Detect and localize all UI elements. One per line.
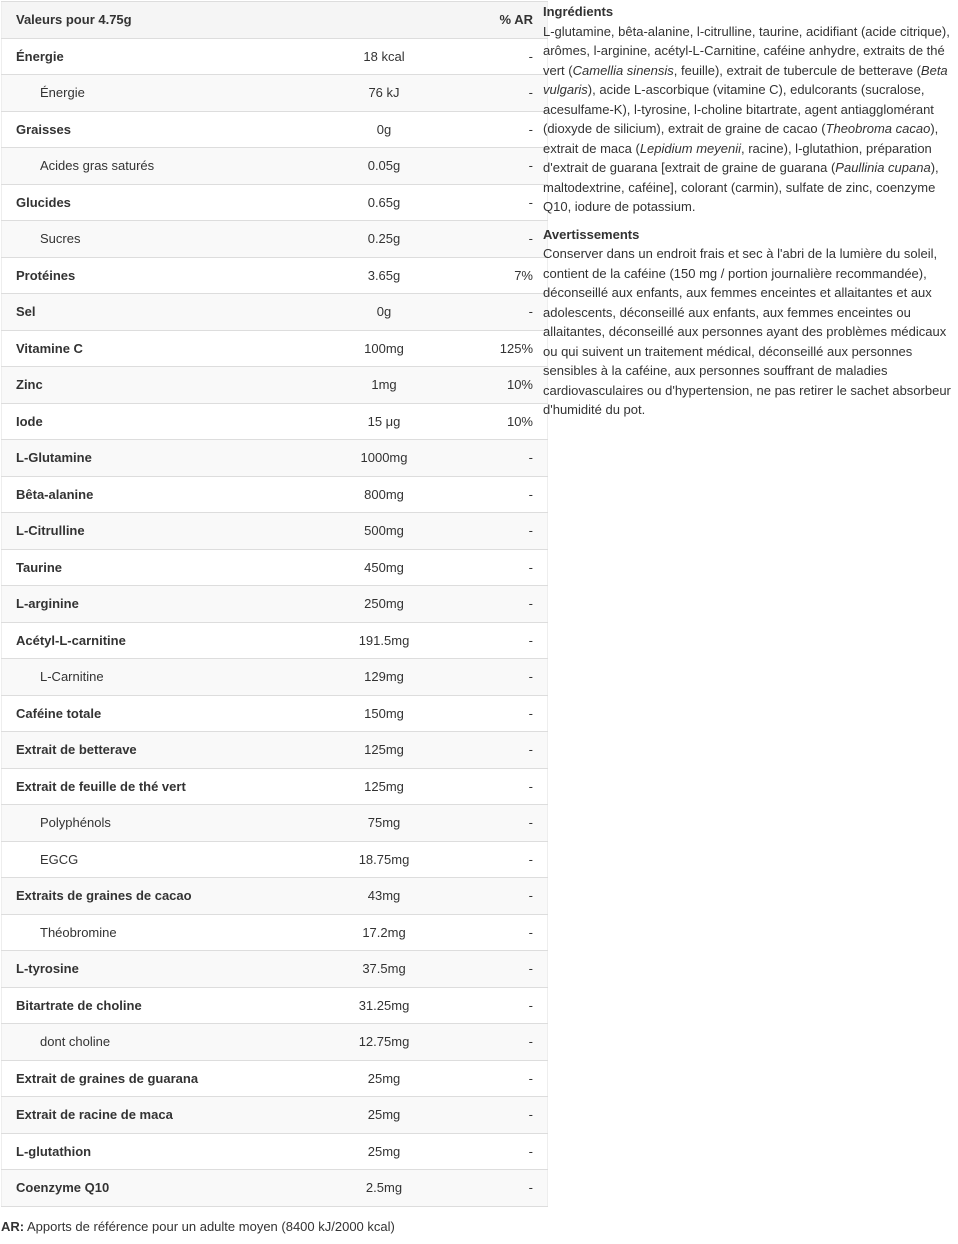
- nutrient-amount: 450mg: [316, 549, 452, 586]
- latin-name: Theobroma cacao: [825, 121, 931, 136]
- nutrient-amount: 25mg: [316, 1133, 452, 1170]
- table-row: [2, 951, 548, 988]
- table-row: [2, 549, 548, 586]
- warnings-title: Avertissements: [543, 226, 640, 242]
- nutrient-name: Extrait de racine de maca: [2, 1097, 317, 1134]
- table-row: [2, 148, 548, 185]
- nutrient-name: dont choline: [2, 1024, 317, 1061]
- ingredients-segment: ), extrait de maca (: [543, 121, 939, 156]
- nutrient-name: Iode: [2, 403, 317, 440]
- nutrient-name: L-tyrosine: [2, 951, 317, 988]
- table-row: [2, 75, 548, 112]
- nutrient-name: Énergie: [2, 75, 317, 112]
- table-row: [2, 221, 548, 258]
- nutrient-name: Zinc: [2, 367, 317, 404]
- table-row: [2, 111, 548, 148]
- nutrient-amount: 37.5mg: [316, 951, 452, 988]
- nutrient-ar: -: [452, 75, 548, 112]
- ingredients-title: Ingrédients: [543, 4, 614, 19]
- table-row: [2, 805, 548, 842]
- nutrient-amount: 150mg: [316, 695, 452, 732]
- nutrient-ar: -: [452, 476, 548, 513]
- nutrient-amount: 0.25g: [316, 221, 452, 258]
- nutrient-ar: 7%: [452, 257, 548, 294]
- table-row: [2, 184, 548, 221]
- nutrient-amount: 1mg: [316, 367, 452, 404]
- nutrient-name: Taurine: [2, 549, 317, 586]
- nutrient-ar: -: [452, 184, 548, 221]
- ingredients-segment: ), maltodextrine, caféine], colorant (carmin), sulfate de zinc, coenzyme Q10, iodure de potassium.: [543, 160, 939, 214]
- table-row: [2, 513, 548, 550]
- nutrient-amount: 12.75mg: [316, 1024, 452, 1061]
- table-row: [2, 586, 548, 623]
- header-amount: [316, 2, 452, 39]
- header-serving: Valeurs pour 4.75g: [2, 2, 317, 39]
- nutrient-name: Bêta-alanine: [2, 476, 317, 513]
- nutrient-name: Coenzyme Q10: [2, 1170, 317, 1207]
- nutrient-name: L-Citrulline: [2, 513, 317, 550]
- nutrient-ar: -: [452, 951, 548, 988]
- ingredients-segment: , feuille), extrait de tubercule de betterave (: [673, 62, 921, 78]
- nutrient-amount: 500mg: [316, 513, 452, 550]
- nutrient-amount: 15 μg: [316, 403, 452, 440]
- nutrient-amount: 0g: [316, 294, 452, 331]
- nutrient-ar: -: [452, 805, 548, 842]
- nutrient-ar: -: [452, 440, 548, 477]
- ingredients-text: [543, 22, 953, 217]
- nutrient-name: Sel: [2, 294, 317, 331]
- product-info: [543, 2, 953, 428]
- table-row: [2, 987, 548, 1024]
- nutrient-ar: -: [452, 878, 548, 915]
- table-header-row: [2, 2, 548, 39]
- nutrient-ar: -: [452, 1133, 548, 1170]
- table-row: [2, 695, 548, 732]
- table-row: [2, 1170, 548, 1207]
- nutrient-amount: 25mg: [316, 1097, 452, 1134]
- nutrient-name: Théobromine: [2, 914, 317, 951]
- nutrient-name: Acides gras saturés: [2, 148, 317, 185]
- table-row: [2, 659, 548, 696]
- table-row: [2, 403, 548, 440]
- nutrient-ar: -: [452, 1097, 548, 1134]
- nutrient-name: Bitartrate de choline: [2, 987, 317, 1024]
- nutrient-name: Vitamine C: [2, 330, 317, 367]
- nutrient-ar: 10%: [452, 367, 548, 404]
- nutrient-name: L-glutathion: [2, 1133, 317, 1170]
- nutrient-ar: -: [452, 148, 548, 185]
- nutrient-name: Extrait de betterave: [2, 732, 317, 769]
- nutrient-amount: 18 kcal: [316, 38, 452, 75]
- table-row: [2, 732, 548, 769]
- header-ar: % AR: [452, 2, 548, 39]
- table-row: [2, 440, 548, 477]
- nutrition-table: [1, 1, 548, 1207]
- nutrient-amount: 75mg: [316, 805, 452, 842]
- nutrient-amount: 800mg: [316, 476, 452, 513]
- table-row: [2, 294, 548, 331]
- table-row: [2, 257, 548, 294]
- nutrient-ar: -: [452, 513, 548, 550]
- table-row: [2, 1024, 548, 1061]
- nutrient-ar: -: [452, 1170, 548, 1207]
- nutrient-amount: 125mg: [316, 732, 452, 769]
- nutrient-ar: -: [452, 841, 548, 878]
- nutrient-amount: 125mg: [316, 768, 452, 805]
- table-body: [2, 38, 548, 1206]
- nutrient-amount: 17.2mg: [316, 914, 452, 951]
- nutrient-name: EGCG: [2, 841, 317, 878]
- nutrient-name: Caféine totale: [2, 695, 317, 732]
- nutrient-amount: 191.5mg: [316, 622, 452, 659]
- footnote: [1, 1219, 395, 1234]
- table-row: [2, 878, 548, 915]
- nutrient-ar: -: [452, 659, 548, 696]
- nutrient-amount: 2.5mg: [316, 1170, 452, 1207]
- nutrient-ar: -: [452, 111, 548, 148]
- latin-name: Camellia sinensis: [572, 62, 674, 78]
- nutrient-amount: 100mg: [316, 330, 452, 367]
- latin-name: Paullinia cupana: [835, 160, 931, 175]
- nutrient-name: Graisses: [2, 111, 317, 148]
- nutrient-amount: 25mg: [316, 1060, 452, 1097]
- nutrient-ar: -: [452, 1024, 548, 1061]
- table-row: [2, 914, 548, 951]
- nutrient-amount: 0.05g: [316, 148, 452, 185]
- nutrient-name: Extrait de graines de guarana: [2, 1060, 317, 1097]
- table-row: [2, 768, 548, 805]
- nutrient-amount: 1000mg: [316, 440, 452, 477]
- nutrient-name: Sucres: [2, 221, 317, 258]
- nutrient-ar: -: [452, 622, 548, 659]
- nutrient-name: Polyphénols: [2, 805, 317, 842]
- nutrient-name: Protéines: [2, 257, 317, 294]
- nutrient-amount: 0.65g: [316, 184, 452, 221]
- ingredients-segment: L-glutamine, bêta-alanine, l-citrulline, taurine, acidifiant (acide citrique), arômes, l-arginine, acétyl-L-Carnitine, caféine anhydre, extraits de thé vert (: [543, 23, 950, 78]
- table-row: [2, 841, 548, 878]
- nutrient-name: Extrait de feuille de thé vert: [2, 768, 317, 805]
- nutrient-name: L-arginine: [2, 586, 317, 623]
- nutrient-amount: 76 kJ: [316, 75, 452, 112]
- footnote-label: AR:: [1, 1219, 25, 1234]
- nutrient-ar: -: [452, 768, 548, 805]
- table-row: [2, 1060, 548, 1097]
- table-row: [2, 38, 548, 75]
- nutrient-amount: 43mg: [316, 878, 452, 915]
- nutrient-ar: -: [452, 221, 548, 258]
- nutrient-ar: -: [452, 695, 548, 732]
- nutrient-ar: -: [452, 586, 548, 623]
- latin-name: Lepidium meyenii: [639, 140, 741, 156]
- nutrient-ar: -: [452, 294, 548, 331]
- nutrient-ar: -: [452, 549, 548, 586]
- table-row: [2, 476, 548, 513]
- nutrient-ar: -: [452, 732, 548, 769]
- nutrient-amount: 0g: [316, 111, 452, 148]
- ingredients-segment: ), acide L-ascorbique (vitamine C), edulcorants (sucralose, acesulfame-K), l-tyrosine, l-choline bitartrate, agent antiagglomérant (dioxyde de silicium), extrait de graine de cacao (: [543, 82, 934, 136]
- nutrient-ar: 10%: [452, 403, 548, 440]
- warnings-text: Conserver dans un endroit frais et sec à l'abri de la lumière du soleil, contient de la caféine (150 mg / portion journalière recommandée), déconseillé aux enfants, aux femmes enceintes et allaitantes et aux adolescents, déconseillé aux enfants, aux femmes enceintes ou allaitantes, déconseillé aux personnes ayant des problèmes médicaux ou qui suivent un traitement médical, déconseillé aux personnes sensibles à la caféine, aux personnes souffrant de maladies cardiovasculaires ou d'hypertension, ne pas retirer le sachet absorbeur d'humidité du pot.: [543, 246, 951, 417]
- nutrient-ar: -: [452, 38, 548, 75]
- nutrient-name: Extraits de graines de cacao: [2, 878, 317, 915]
- nutrient-name: L-Glutamine: [2, 440, 317, 477]
- nutrient-ar: -: [452, 987, 548, 1024]
- table-row: [2, 622, 548, 659]
- nutrient-ar: -: [452, 1060, 548, 1097]
- table-row: [2, 330, 548, 367]
- nutrient-amount: 129mg: [316, 659, 452, 696]
- ingredients-segment: , racine), l-glutathion, préparation d'extrait de guarana [extrait de graine de guarana (: [543, 140, 932, 175]
- nutrient-amount: 31.25mg: [316, 987, 452, 1024]
- nutrient-ar: -: [452, 914, 548, 951]
- nutrient-name: Acétyl-L-carnitine: [2, 622, 317, 659]
- nutrient-name: L-Carnitine: [2, 659, 317, 696]
- nutrient-amount: 250mg: [316, 586, 452, 623]
- table-row: [2, 367, 548, 404]
- nutrient-name: Glucides: [2, 184, 317, 221]
- nutrient-ar: 125%: [452, 330, 548, 367]
- latin-name: Beta vulgaris: [543, 62, 948, 97]
- footnote-text: Apports de référence pour un adulte moyen (8400 kJ/2000 kcal): [24, 1219, 395, 1234]
- nutrient-name: Énergie: [2, 38, 317, 75]
- nutrient-amount: 18.75mg: [316, 841, 452, 878]
- table-row: [2, 1097, 548, 1134]
- nutrient-amount: 3.65g: [316, 257, 452, 294]
- table-row: [2, 1133, 548, 1170]
